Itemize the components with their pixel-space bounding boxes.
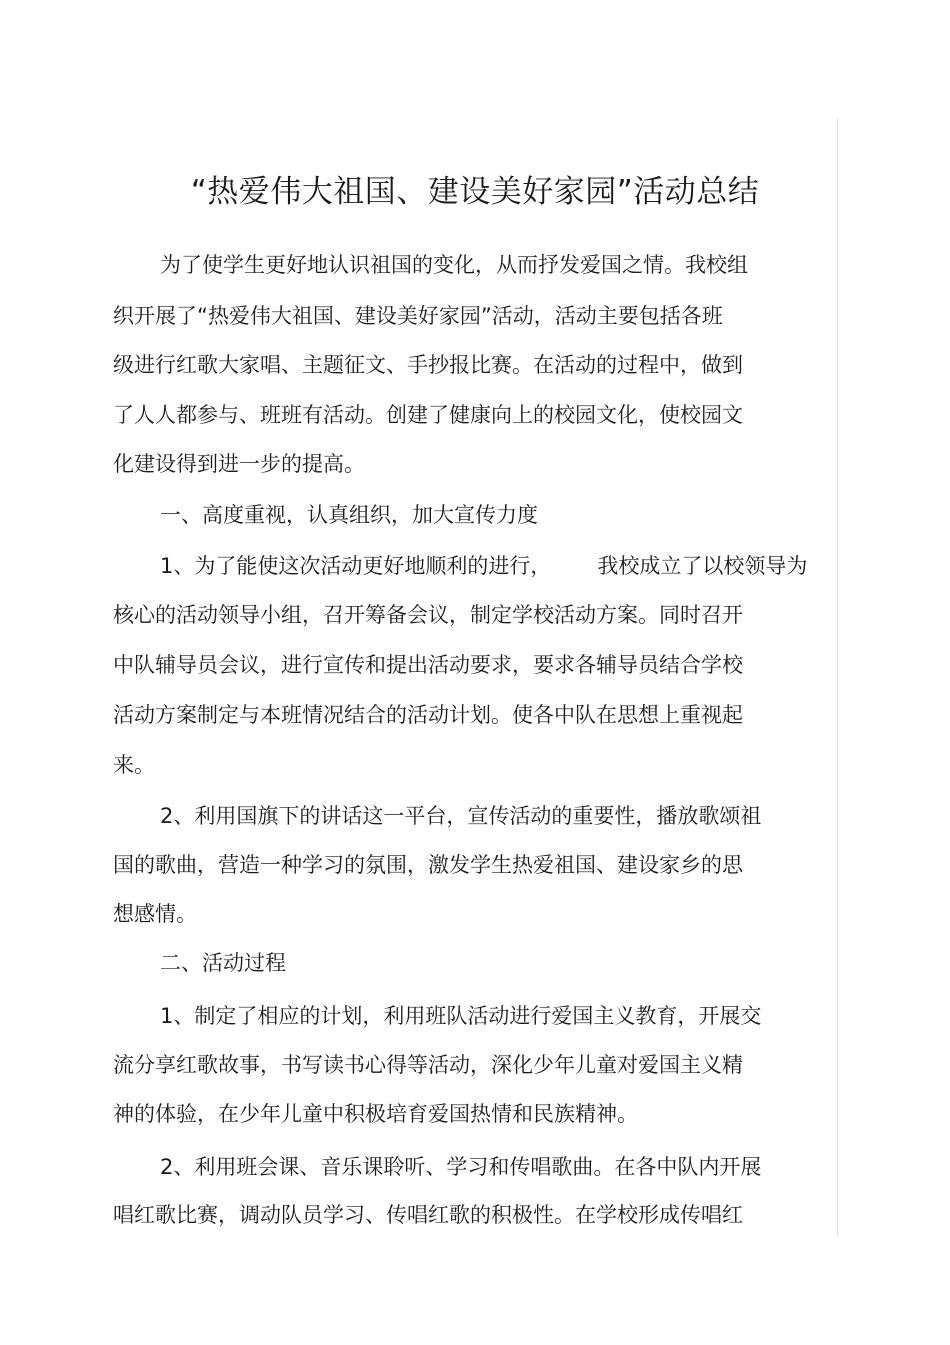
paragraph-line: 化建设得到进一步的提高。 <box>113 452 365 476</box>
paragraph-line: 流分享红歌故事，书写读书心得等活动，深化少年儿童对爱国主义精 <box>113 1053 743 1077</box>
paragraph-line: 神的体验，在少年儿童中积极培育爱国热情和民族精神。 <box>113 1102 638 1126</box>
paragraph-line: 国的歌曲，营造一种学习的氛围，激发学生热爱祖国、建设家乡的思 <box>113 853 743 877</box>
paragraph-line: 为了使学生更好地认识祖国的变化，从而抒发爱国之情。我校组 <box>160 253 748 277</box>
paragraph-line: 2、利用班会课、音乐课聆听、学习和传唱歌曲。在各中队内开展 <box>160 1155 762 1179</box>
paragraph-line-part: 1、为了能使这次活动更好地顺利的进行， <box>160 554 552 578</box>
paragraph-line <box>160 551 807 581</box>
paragraph-line: 织开展了“热爱伟大祖国、建设美好家园”活动，活动主要包括各班 <box>113 304 723 328</box>
paragraph-line: 想感情。 <box>113 902 197 926</box>
paragraph-line-part: 我校成立了以校领导为 <box>597 554 808 578</box>
paragraph-line: 核心的活动领导小组，召开筹备会议，制定学校活动方案。同时召开 <box>113 603 743 627</box>
section-heading: 二、活动过程 <box>160 951 286 975</box>
page-edge-divider <box>837 118 838 1236</box>
paragraph-line: 2、利用国旗下的讲话这一平台，宣传活动的重要性，播放歌颂祖 <box>160 804 762 828</box>
paragraph-line: 了人人都参与、班班有活动。创建了健康向上的校园文化，使校园文 <box>113 403 743 427</box>
paragraph-line: 中队辅导员会议，进行宣传和提出活动要求，要求各辅导员结合学校 <box>113 653 743 677</box>
paragraph-line: 活动方案制定与本班情况结合的活动计划。使各中队在思想上重视起 <box>113 703 743 727</box>
paragraph-line: 来。 <box>113 753 155 777</box>
paragraph-line: 1、制定了相应的计划，利用班队活动进行爱国主义教育，开展交 <box>160 1004 762 1028</box>
paragraph-line: 唱红歌比赛，调动队员学习、传唱红歌的积极性。在学校形成传唱红 <box>113 1203 743 1227</box>
section-heading: 一、高度重视，认真组织，加大宣传力度 <box>160 503 538 527</box>
paragraph-line: 级进行红歌大家唱、主题征文、手抄报比赛。在活动的过程中，做到 <box>113 353 743 377</box>
document-title: “热爱伟大祖国、建设美好家园”活动总结 <box>190 174 760 210</box>
